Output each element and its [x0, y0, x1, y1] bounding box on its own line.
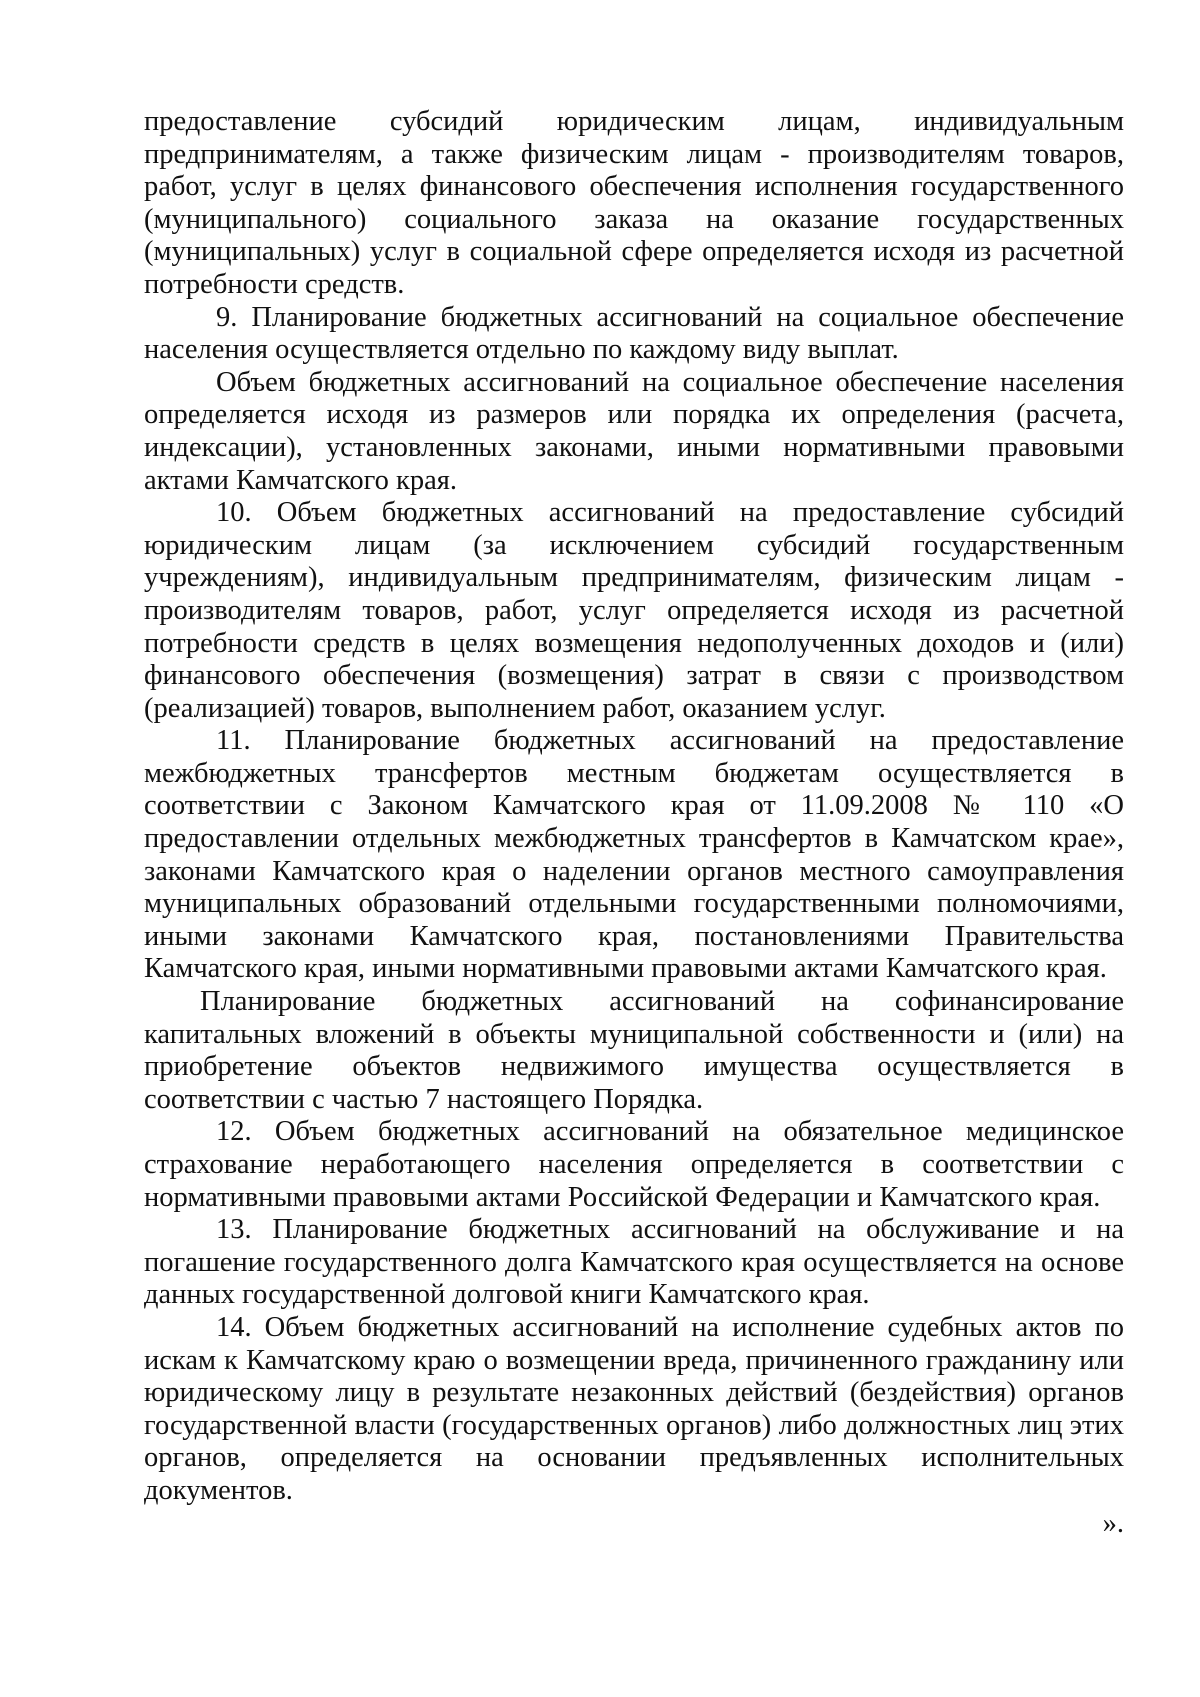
closing-quote-mark: ».: [1102, 1507, 1124, 1539]
paragraph-continuation-subsidies: предоставление субсидий юридическим лицам, индивидуальным предпринимателям, а также физическим лицам - производителям товаров, работ, услуг в целях финансового обеспечения исполнения государственного (муниципального) социального заказа на оказание государственных (муниципальных) услуг в социальной сфере определяется исходя из расчетной потребности средств.: [144, 106, 1124, 300]
paragraph-item-11: 11. Планирование бюджетных ассигнований на предоставление межбюджетных трансфертов местным бюджетам осуществляется в соответствии с Законом Камчатского края от 11.09.2008 № 110 «О предоставлении отдельных межбюджетных трансфертов в Камчатском крае», законами Камчатского края о наделении органов местного самоуправления муниципальных образований отдельными государственными полномочиями, иными законами Камчатского края, постановлениями Правительства Камчатского края, иными нормативными правовыми актами Камчатского края.: [144, 725, 1124, 985]
paragraph-item-12: 12. Объем бюджетных ассигнований на обязательное медицинское страхование неработающего населения определяется в соответствии с нормативными правовыми актами Российской Федерации и Камчатского края.: [144, 1116, 1124, 1213]
paragraph-item-13: 13. Планирование бюджетных ассигнований на обслуживание и на погашение государственного долга Камчатского края осуществляется на основе данных государственной долговой книги Камчатского края.: [144, 1214, 1124, 1311]
paragraph-social-security-volume: Объем бюджетных ассигнований на социальное обеспечение населения определяется исходя из размеров или порядка их определения (расчета, индексации), установленных законами, иными нормативными правовыми актами Камчатского края.: [144, 366, 1124, 496]
paragraph-cofinancing: Планирование бюджетных ассигнований на софинансирование капитальных вложений в объекты муниципальной собственности и (или) на приобретение объектов недвижимого имущества осуществляется в соответствии с частью 7 настоящего Порядка.: [144, 986, 1124, 1115]
paragraph-item-14: 14. Объем бюджетных ассигнований на исполнение судебных актов по искам к Камчатскому краю о возмещении вреда, причиненного гражданину или юридическому лицу в результате незаконных действий (бездействия) органов государственной власти (государственных органов) либо должностных лиц этих органов, определяется на основании предъявленных исполнительных документов.: [144, 1311, 1124, 1506]
paragraph-item-9: 9. Планирование бюджетных ассигнований на социальное обеспечение населения осуществляется отдельно по каждому виду выплат.: [144, 301, 1124, 366]
document-page: [144, 106, 1124, 1540]
paragraph-item-10: 10. Объем бюджетных ассигнований на предоставление субсидий юридическим лицам (за исключением субсидий государственным учреждениям), индивидуальным предпринимателям, физическим лицам - производителям товаров, работ, услуг определяется исходя из расчетной потребности средств в целях возмещения недополученных доходов и (или) финансового обеспечения (возмещения) затрат в связи с производством (реализацией) товаров, выполнением работ, оказанием услуг.: [144, 497, 1124, 724]
